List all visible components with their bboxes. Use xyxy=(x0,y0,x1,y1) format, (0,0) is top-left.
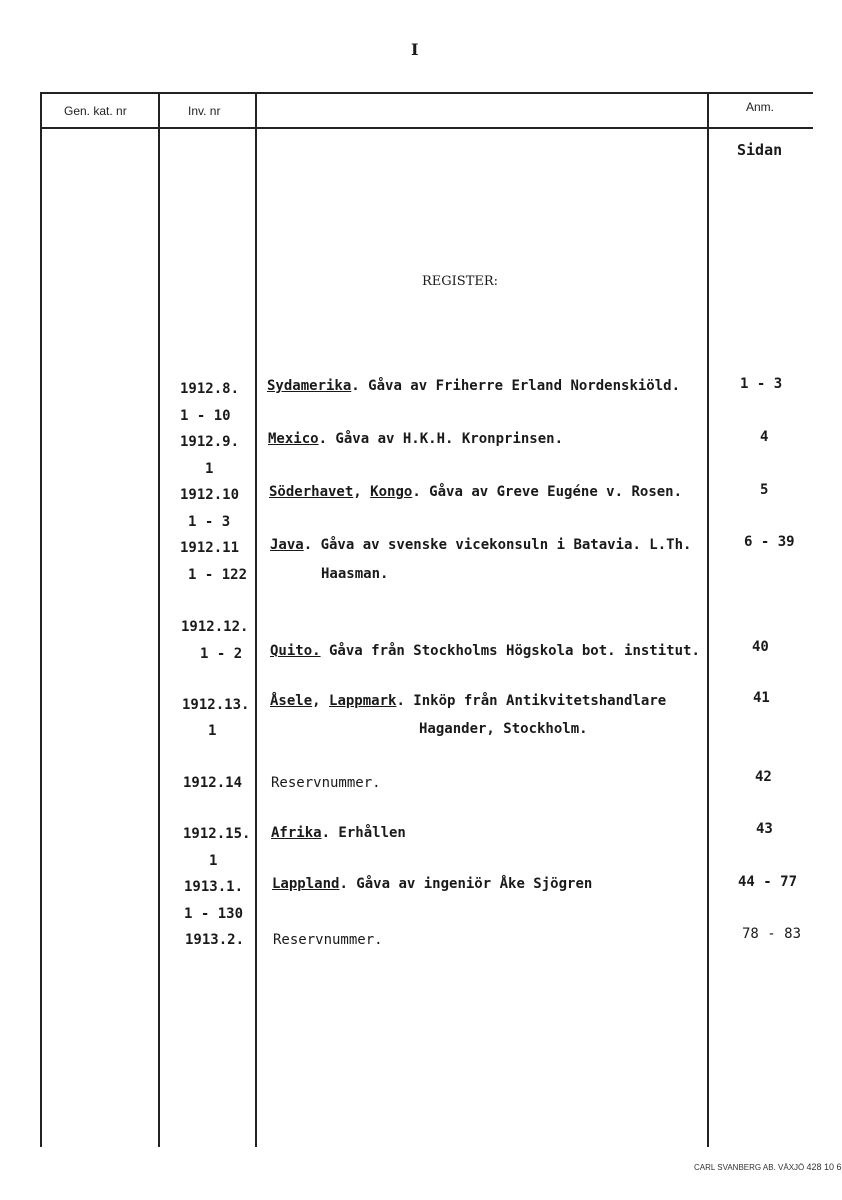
entry-pages: 42 xyxy=(755,769,772,785)
inv-range: 1 - 3 xyxy=(188,514,231,530)
entry-continuation: Haasman. xyxy=(321,566,389,582)
entry-rest: Reservnummer. xyxy=(273,932,383,948)
inv-range: 1 - 10 xyxy=(180,408,231,424)
inv-number: 1912.13. xyxy=(182,697,250,713)
entry-text xyxy=(270,537,691,553)
form-code: 428 10 6 xyxy=(806,1162,842,1172)
inv-number: 1912.12. xyxy=(181,619,249,635)
header-anm: Anm. xyxy=(746,100,775,114)
entry-rest: . Gåva av Greve Eugéne v. Rosen. xyxy=(412,484,683,500)
sidan-label: Sidan xyxy=(737,141,783,159)
entry-place: Quito. xyxy=(270,643,321,659)
inv-range: 1 - 122 xyxy=(188,567,248,583)
entry-text xyxy=(270,693,666,709)
entry-rest: . Gåva av ingeniör Åke Sjögren xyxy=(339,876,593,892)
inv-range: 1 xyxy=(209,853,218,869)
entry-place: Sydamerika xyxy=(267,378,352,394)
entry-rest: Gåva från Stockholms Högskola bot. institut. xyxy=(320,643,700,659)
inv-number: 1912.10 xyxy=(180,487,240,503)
entry-rest: . Inköp från Antikvitetshandlare xyxy=(396,693,667,709)
entry-text xyxy=(269,484,682,500)
entry-place: Mexico xyxy=(268,431,319,447)
entry-place: Java xyxy=(270,537,304,553)
entry-place: Åsele xyxy=(270,693,313,709)
header-gen-kat-nr: Gen. kat. nr xyxy=(64,104,127,118)
page-number: I xyxy=(411,40,419,59)
entry-text xyxy=(273,932,383,948)
entry-rest: . Gåva av Friherre Erland Nordenskiöld. xyxy=(351,378,681,394)
printer-name: CARL SVANBERG AB. VÄXJÖ xyxy=(694,1163,805,1172)
inv-range: 1 xyxy=(208,723,217,739)
entry-pages: 41 xyxy=(753,690,770,706)
entry-rest: . Erhållen xyxy=(321,825,406,841)
inv-number: 1913.1. xyxy=(184,879,244,895)
inv-number: 1912.15. xyxy=(183,826,251,842)
column-rule-text-anm xyxy=(707,92,709,1147)
entry-separator: , xyxy=(353,484,371,500)
column-rule-gen-inv xyxy=(158,92,160,1147)
entry-pages: 43 xyxy=(756,821,773,837)
entry-place-secondary: Lappmark xyxy=(329,693,397,709)
entry-rest: . Gåva av svenske vicekonsuln i Batavia. L.Th. xyxy=(303,537,692,553)
inv-range: 1 - 2 xyxy=(200,646,243,662)
entry-text xyxy=(270,643,700,659)
entry-pages: 6 - 39 xyxy=(744,534,795,550)
column-rule-inv-text xyxy=(255,92,257,1147)
inv-number: 1912.14 xyxy=(183,775,243,791)
entry-place: Lappland xyxy=(272,876,340,892)
printer-mark xyxy=(694,1162,842,1172)
header-top-rule xyxy=(40,92,813,94)
entry-text xyxy=(271,775,381,791)
inv-number: 1912.9. xyxy=(180,434,240,450)
entry-pages: 78 - 83 xyxy=(742,926,802,942)
entry-pages: 5 xyxy=(760,482,769,498)
inv-number: 1912.8. xyxy=(180,381,240,397)
inv-range: 1 xyxy=(205,461,214,477)
entry-text xyxy=(268,431,563,447)
register-title: REGISTER: xyxy=(422,274,499,289)
header-inv-nr: Inv. nr xyxy=(188,104,221,118)
entry-rest: Reservnummer. xyxy=(271,775,381,791)
entry-continuation: Hagander, Stockholm. xyxy=(419,721,588,737)
entry-separator: , xyxy=(312,693,330,709)
entry-place-secondary: Kongo xyxy=(370,484,413,500)
entry-rest: . Gåva av H.K.H. Kronprinsen. xyxy=(318,431,564,447)
entry-pages: 1 - 3 xyxy=(740,376,783,392)
inv-number: 1912.11 xyxy=(180,540,240,556)
header-bottom-rule xyxy=(40,127,813,129)
inv-range: 1 - 130 xyxy=(184,906,244,922)
entry-text xyxy=(271,825,406,841)
entry-text xyxy=(267,378,680,394)
entry-pages: 44 - 77 xyxy=(738,874,798,890)
entry-place: Afrika xyxy=(271,825,322,841)
entry-text xyxy=(272,876,592,892)
entry-place: Söderhavet xyxy=(269,484,354,500)
column-rule-left xyxy=(40,92,42,1147)
entry-pages: 40 xyxy=(752,639,769,655)
inv-number: 1913.2. xyxy=(185,932,245,948)
entry-pages: 4 xyxy=(760,429,769,445)
